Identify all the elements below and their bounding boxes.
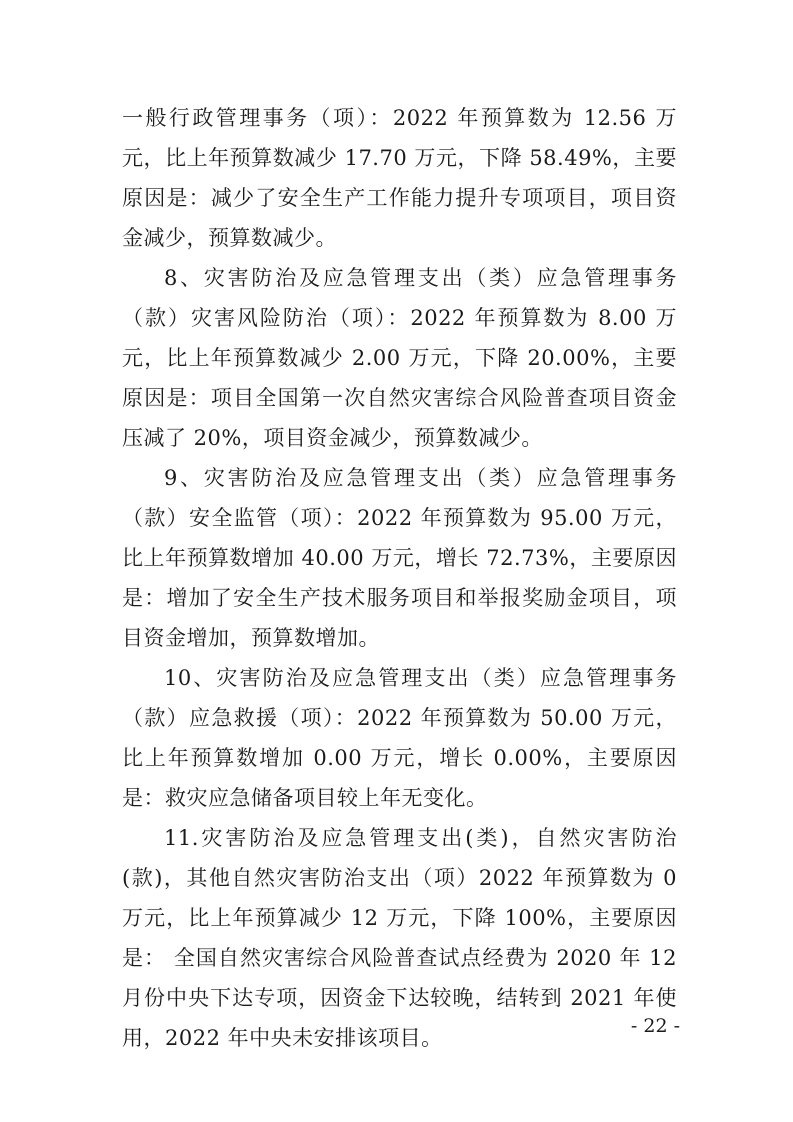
paragraph-item-9: 9、灾害防治及应急管理支出（类）应急管理事务（款）安全监管（项）：2022 年预算数为 95.00 万元，比上年预算数增加 40.00 万元，增长 72.73%，主要原因是：增加了安全生产技术服务项目和举报奖励金项目，项目资金增加，预算数增加。 [122, 466, 677, 650]
paragraph-item-8: 8、灾害防治及应急管理支出（类）应急管理事务（款）灾害风险防治（项）：2022 年预算数为 8.00 万元，比上年预算数减少 2.00 万元，下降 20.00%，主要原因是：项目全国第一次自然灾害综合风险普查项目资金压减了 20%，项目资金减少，预算数减少。 [122, 266, 677, 450]
paragraph-admin-affairs: 一般行政管理事务（项）：2022 年预算数为 12.56 万元，比上年预算数减少 17.70 万元，下降 58.49%，主要原因是：减少了安全生产工作能力提升专项项目，项目资金减少，预算数减少。 [122, 106, 677, 250]
paragraph-item-11: 11.灾害防治及应急管理支出(类)，自然灾害防治(款)，其他自然灾害防治支出（项）2022 年预算数为 0 万元，比上年预算减少 12 万元，下降 100%，主要原因是： 全国自然灾害综合风险普查试点经费为 2020 年 12 月份中央下达专项，因资金下达较晚，结转到 2021 年使用，2022 年中央未安排该项目。 [122, 826, 677, 1050]
page-number: - 22 - [630, 1015, 680, 1037]
paragraph-item-10: 10、灾害防治及应急管理支出（类）应急管理事务（款）应急救援（项）：2022 年预算数为 50.00 万元，比上年预算数增加 0.00 万元，增长 0.00%，主要原因是：救灾应急储备项目较上年无变化。 [122, 666, 677, 810]
body-text [122, 98, 677, 1058]
